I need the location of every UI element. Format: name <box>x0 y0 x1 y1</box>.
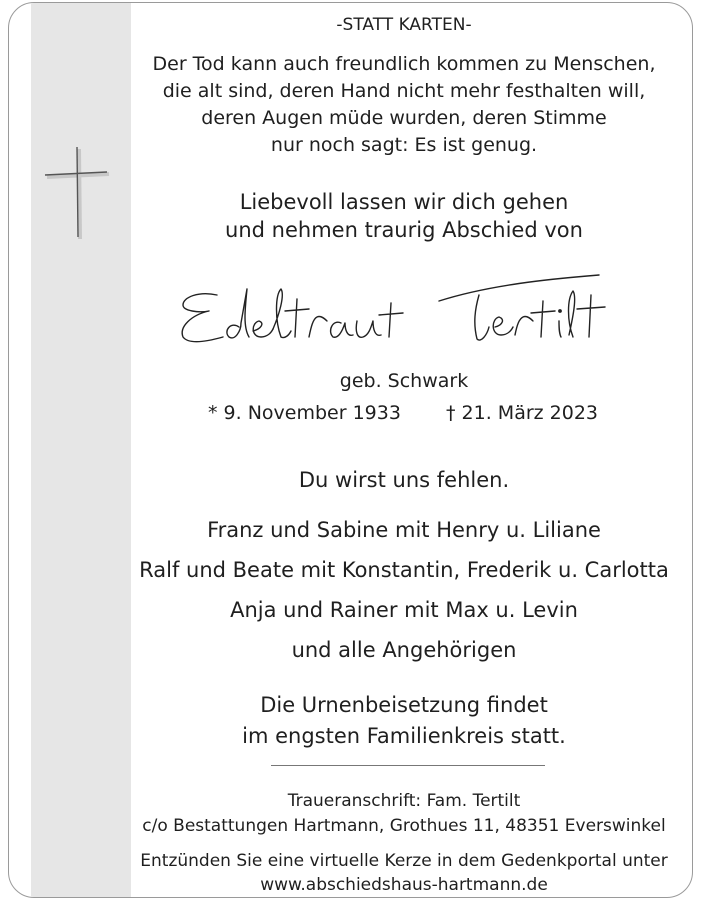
maiden-name: geb. Schwark <box>339 370 469 392</box>
address-line: c/o Bestattungen Hartmann, Grothues 11, 48351 Everswinkel <box>142 816 666 836</box>
portal-url[interactable]: www.abschiedshaus-hartmann.de <box>260 875 548 895</box>
obituary-card <box>8 2 693 898</box>
death-date: † 21. März 2023 <box>446 402 599 424</box>
intro-line: Liebevoll lassen wir dich gehen <box>239 190 569 214</box>
mourner-line: Franz und Sabine mit Henry u. Liliane <box>207 518 601 542</box>
poem-line: deren Augen müde wurden, deren Stimme <box>201 107 607 129</box>
poem-line: Der Tod kann auch freundlich kommen zu Menschen, <box>152 53 656 75</box>
header-statt-karten: -STATT KARTEN- <box>336 15 472 35</box>
mourner-line: Ralf und Beate mit Konstantin, Frederik u. Carlotta <box>139 558 669 582</box>
obituary-text <box>9 3 693 897</box>
intro-line: und nehmen traurig Abschied von <box>225 218 583 242</box>
mourner-line: Anja und Rainer mit Max u. Levin <box>230 598 578 622</box>
birth-date: * 9. November 1933 <box>208 402 401 424</box>
deceased-name-signature <box>169 265 649 355</box>
burial-line: Die Urnenbeisetzung findet <box>260 693 548 717</box>
poem-line: nur noch sagt: Es ist genug. <box>270 134 538 156</box>
divider <box>271 765 545 766</box>
mourner-line: und alle Angehörigen <box>291 638 517 662</box>
poem-line: die alt sind, deren Hand nicht mehr festhalten will, <box>162 80 646 102</box>
farewell-line: Du wirst uns fehlen. <box>298 468 510 492</box>
burial-line: im engsten Familienkreis statt. <box>242 724 566 748</box>
address-line: Traueranschrift: Fam. Tertilt <box>287 791 521 811</box>
candle-line: Entzünden Sie eine virtuelle Kerze in dem Gedenkportal unter <box>140 851 668 871</box>
